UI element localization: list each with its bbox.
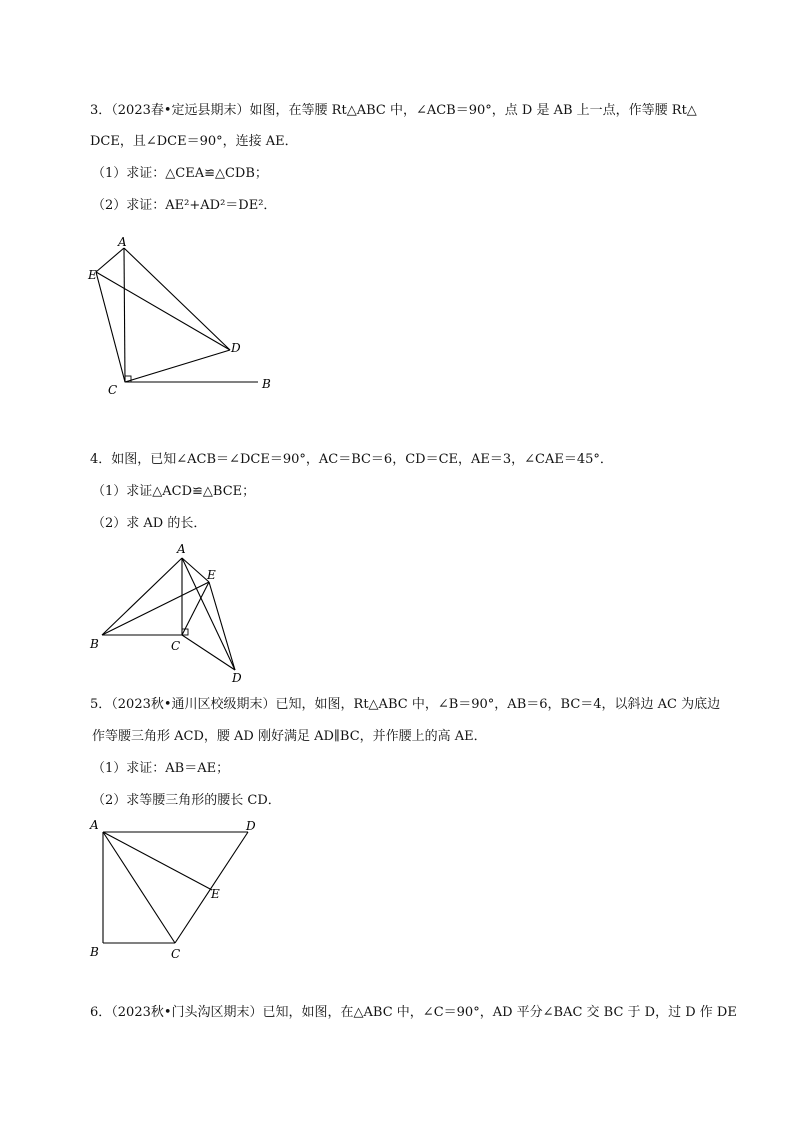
problem-4-figure (85, 540, 265, 685)
problem-6-line-1 (90, 1004, 737, 1022)
problem-6-number: 6． (90, 1005, 112, 1020)
fig3-label-e: E (88, 268, 97, 282)
problem-3-part-1: （1）求证：△CEA≌△CDB； (92, 166, 268, 181)
problem-3-source: （2023春•定远县期末） (111, 103, 250, 118)
problem-5-line-1 (90, 696, 720, 714)
fig5-label-b: B (90, 945, 99, 959)
fig3-label-b: B (262, 377, 271, 391)
problem-3-figure (80, 230, 290, 400)
problem-4-part-1: （1）求证△ACD≌△BCE； (92, 484, 256, 499)
problem-5-part-1: （1）求证：AB＝AE； (92, 761, 230, 776)
problem-5-part-2: （2）求等腰三角形的腰长 CD． (92, 793, 281, 808)
fig5-label-d: D (246, 819, 256, 833)
problem-3-text-1: 如图，在等腰 Rt△ABC 中，∠ACB＝90°，点 D 是 AB 上一点，作等腰 Rt△ (249, 103, 697, 118)
problem-5-number: 5． (90, 697, 112, 712)
problem-3-number: 3． (90, 103, 112, 118)
problem-5-source: （2023秋•通川区校级期末） (111, 697, 276, 712)
problem-4-part-2: （2）求 AD 的长． (92, 516, 207, 531)
fig5-label-c: C (171, 947, 181, 961)
problem-4-text-1: 如图，已知∠ACB＝∠DCE＝90°，AC＝BC＝6，CD＝CE，AE＝3，∠CAE＝45°． (111, 452, 613, 467)
problem-6-text-1: 已知，如图，在△ABC 中，∠C＝90°，AD 平分∠BAC 交 BC 于 D，过 D 作 DE (262, 1005, 737, 1020)
fig4-label-e: E (207, 568, 216, 582)
fig3-label-c: C (108, 383, 118, 397)
problem-5-text-1: 已知，如图，Rt△ABC 中，∠B＝90°，AB＝6，BC＝4，以斜边 AC 为底边 (275, 697, 721, 712)
fig4-label-d: D (232, 671, 242, 685)
fig3-label-a: A (118, 235, 127, 249)
fig5-label-a: A (90, 818, 99, 832)
fig4-label-a: A (177, 542, 186, 556)
fig4-label-b: B (90, 637, 99, 651)
problem-5-figure (80, 812, 280, 967)
problem-6-source: （2023秋•门头沟区期末） (111, 1005, 263, 1020)
problem-3-part-2: （2）求证：AE²+AD²＝DE²． (92, 198, 277, 213)
problem-3-line-1 (90, 102, 697, 120)
fig5-label-e: E (211, 887, 220, 901)
problem-4-line-1 (90, 451, 613, 469)
problem-4-number: 4． (90, 452, 112, 467)
fig3-label-d: D (231, 341, 241, 355)
fig4-label-c: C (171, 639, 181, 653)
problem-3-line-2: DCE，且∠DCE＝90°，连接 AE． (90, 134, 298, 149)
problem-5-line-2: 作等腰三角形 ACD，腰 AD 刚好满足 AD∥BC，并作腰上的高 AE． (92, 729, 487, 744)
